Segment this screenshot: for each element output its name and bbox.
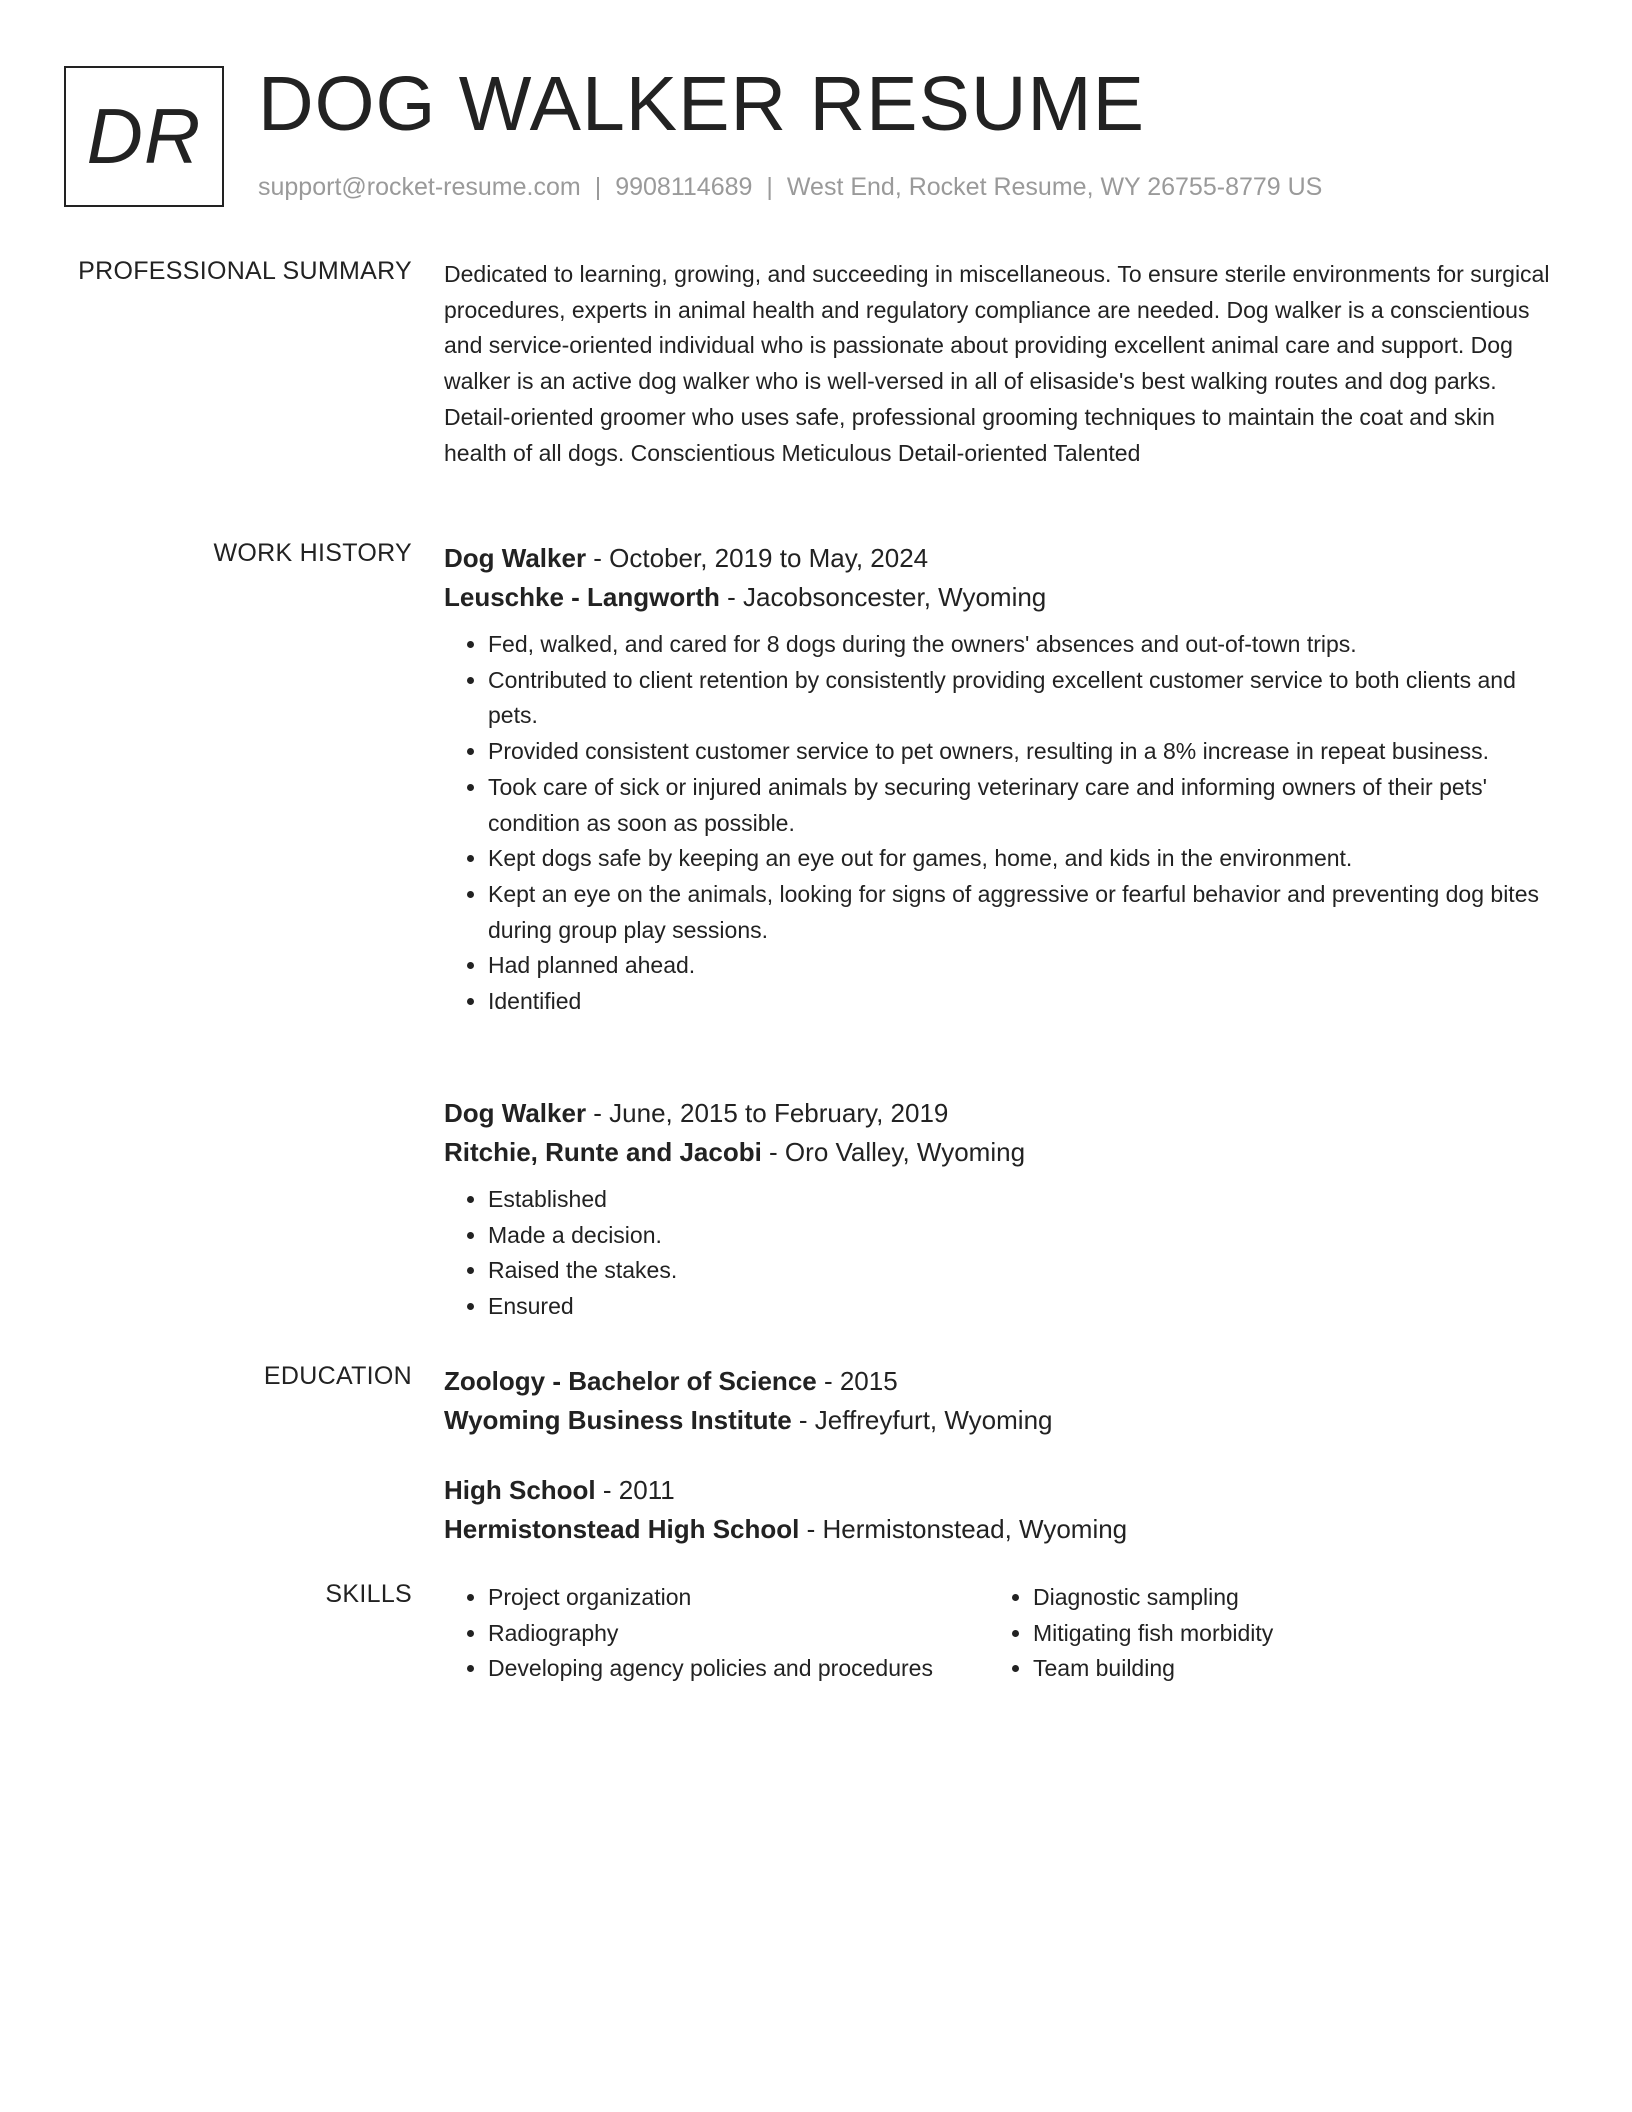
- job-title: Dog Walker: [444, 543, 587, 573]
- job-company-line: [444, 578, 1556, 617]
- summary-text: Dedicated to learning, growing, and succeeding in miscellaneous. To ensure sterile environments for surgical procedures, experts in animal health and regulatory compliance are needed. Dog walker is a conscientious and service-oriented individual who is passionate about providing excellent animal care and support. Dog walker is an active dog walker who is well-versed in all of elisaside's best walking routes and dog parks. Detail-oriented groomer who uses safe, professional grooming techniques to maintain the coat and skin health of all dogs. Conscientious Meticulous Detail-oriented Talented: [444, 261, 1550, 466]
- job-title: Dog Walker: [444, 1098, 587, 1128]
- job-bullet: • Ensured: [488, 1289, 1556, 1325]
- job-bullet: • Identified: [488, 984, 1556, 1020]
- job-bullet: • Provided consistent customer service to pet owners, resulting in a 8% increase in repeat business.: [488, 734, 1556, 770]
- job-title-line: [444, 1094, 1556, 1133]
- degree: Zoology - Bachelor of Science: [444, 1366, 817, 1396]
- contact-email: support@rocket-resume.com: [258, 173, 581, 201]
- contact-separator: |: [594, 173, 602, 201]
- skill-item: • Team building: [1033, 1651, 1273, 1687]
- degree: High School: [444, 1475, 596, 1505]
- resume-title: DOG WALKER RESUME: [258, 61, 1145, 147]
- degree-year: - 2015: [816, 1366, 898, 1396]
- section-heading-skills: SKILLS: [325, 1580, 412, 1608]
- job-bullet: • Made a decision.: [488, 1218, 1556, 1254]
- job-bullet: • Contributed to client retention by consistently providing excellent customer service to both clients and pets.: [488, 663, 1556, 734]
- skill-item: • Radiography: [488, 1616, 933, 1652]
- section-heading-education: EDUCATION: [263, 1362, 412, 1390]
- job-company-line: [444, 1133, 1556, 1172]
- resume-header: [64, 61, 1564, 211]
- school: Wyoming Business Institute: [444, 1405, 792, 1435]
- job-bullet: • Took care of sick or injured animals by securing veterinary care and informing owners of their pets' condition as soon as possible.: [488, 770, 1556, 841]
- school-location: - Hermistonstead, Wyoming: [799, 1514, 1128, 1544]
- school-line: [444, 1401, 1556, 1440]
- monogram-badge: DR: [64, 66, 224, 207]
- contact-address: West End, Rocket Resume, WY 26755-8779 US: [786, 173, 1323, 201]
- degree-line: [444, 1362, 1556, 1401]
- skills-column-right: [989, 1580, 1273, 1687]
- education-entry: [444, 1362, 1556, 1440]
- contact-separator: |: [766, 173, 773, 201]
- school-location: - Jeffreyfurt, Wyoming: [791, 1405, 1053, 1435]
- contact-phone: 9908114689: [615, 173, 753, 201]
- section-heading-summary: PROFESSIONAL SUMMARY: [78, 257, 412, 285]
- skill-item: • Mitigating fish morbidity: [1033, 1616, 1273, 1652]
- job-company: Leuschke - Langworth: [444, 582, 720, 612]
- job-bullets: [444, 627, 1556, 1020]
- job-bullet: • Kept an eye on the animals, looking for signs of aggressive or fearful behavior and preventing dog bites during group play sessions.: [488, 877, 1556, 948]
- section-heading-work: WORK HISTORY: [213, 539, 412, 567]
- skill-item: • Diagnostic sampling: [1033, 1580, 1273, 1616]
- school-line: [444, 1510, 1556, 1549]
- job-entry: [444, 539, 1556, 1020]
- education-entry: [444, 1471, 1556, 1549]
- job-bullet: • Established: [488, 1182, 1556, 1218]
- job-entry: [444, 1094, 1556, 1325]
- degree-line: [444, 1471, 1556, 1510]
- job-dates: - June, 2015 to February, 2019: [586, 1098, 949, 1128]
- school: Hermistonstead High School: [444, 1514, 800, 1544]
- job-title-line: [444, 539, 1556, 578]
- job-bullet: • Had planned ahead.: [488, 948, 1556, 984]
- contact-line: [258, 173, 1322, 202]
- job-bullet: • Raised the stakes.: [488, 1253, 1556, 1289]
- job-dates: - October, 2019 to May, 2024: [586, 543, 929, 573]
- skills-column-left: [444, 1580, 933, 1687]
- job-bullets: [444, 1182, 1556, 1325]
- job-company: Ritchie, Runte and Jacobi: [444, 1137, 762, 1167]
- job-bullet: • Fed, walked, and cared for 8 dogs during the owners' absences and out-of-town trips.: [488, 627, 1556, 663]
- skill-item: • Project organization: [488, 1580, 933, 1616]
- skill-item: • Developing agency policies and procedures: [488, 1651, 933, 1687]
- job-location: - Jacobsoncester, Wyoming: [719, 582, 1047, 612]
- job-bullet: • Kept dogs safe by keeping an eye out for games, home, and kids in the environment.: [488, 841, 1556, 877]
- degree-year: - 2011: [595, 1475, 675, 1505]
- job-location: - Oro Valley, Wyoming: [761, 1137, 1026, 1167]
